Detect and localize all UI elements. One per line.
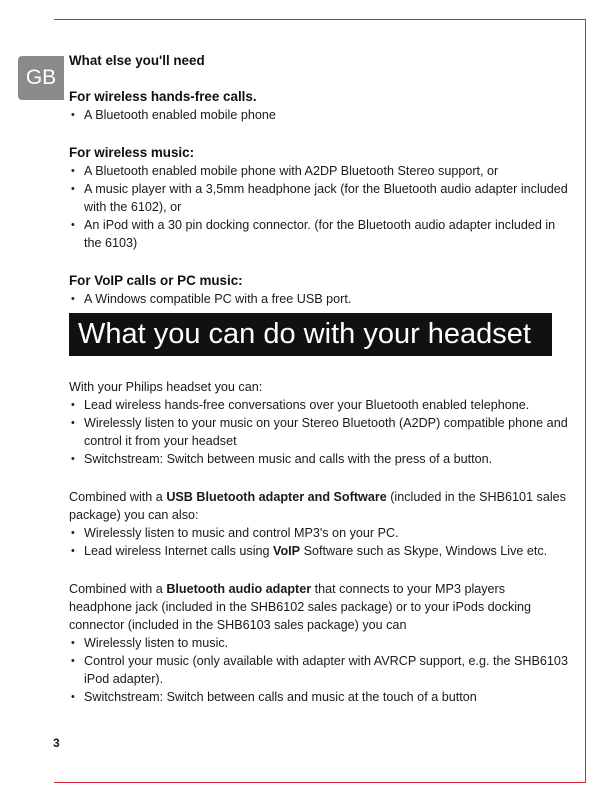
list-item: • A music player with a 3,5mm headphone jack (for the Bluetooth audio adapter included with the 6102), or xyxy=(69,180,569,216)
section-heading: For VoIP calls or PC music: xyxy=(69,273,243,288)
list-item: • An iPod with a 30 pin docking connector. (for the Bluetooth audio adapter included in the 6103) xyxy=(69,216,569,252)
voip-text-post: Software such as Skype, Windows Live etc. xyxy=(300,544,548,558)
page-number: 3 xyxy=(53,736,60,750)
list-item: • A Bluetooth enabled mobile phone xyxy=(69,106,569,124)
list-item: • Control your music (only available with adapter with AVRCP support, e.g. the SHB6103 iPod adapter). xyxy=(69,652,569,688)
section-heading: For wireless hands-free calls. xyxy=(69,89,257,104)
list-item: • A Windows compatible PC with a free USB port. xyxy=(69,290,569,308)
usb-text-post: (included in the SHB6101 sales package) you can also: xyxy=(69,490,566,522)
list-item xyxy=(69,542,569,560)
list-item: • Wirelessly listen to your music on your Stereo Bluetooth (A2DP) compatible phone and control it from your headset xyxy=(69,414,569,450)
section-banner: What you can do with your headset xyxy=(69,313,552,356)
section-heading: For wireless music: xyxy=(69,145,195,160)
audio-list xyxy=(69,634,569,706)
page-border-top xyxy=(54,19,586,20)
list-item: • Wirelessly listen to music and control MP3's on your PC. xyxy=(69,524,569,542)
requirements-title: What else you'll need xyxy=(69,53,205,68)
usb-list xyxy=(69,524,569,560)
section-list xyxy=(69,162,569,252)
audio-text-pre: Combined with a xyxy=(69,582,167,596)
section-list xyxy=(69,106,569,124)
page-border-right xyxy=(585,19,586,783)
audio-text-post: that connects to your MP3 players headphone jack (included in the SHB6102 sales package) or to your iPods docking connector (included in the SHB6103 sales package) you can xyxy=(69,582,532,632)
audio-text-bold: Bluetooth audio adapter xyxy=(166,582,312,596)
list-item: • Switchstream: Switch between music and calls with the press of a button. xyxy=(69,450,569,468)
section-list xyxy=(69,290,569,308)
voip-text-pre: Lead wireless Internet calls using xyxy=(84,544,274,558)
usb-text-pre: Combined with a xyxy=(69,490,167,504)
features-list xyxy=(69,396,569,468)
voip-text-bold: VoIP xyxy=(273,544,301,558)
features-intro: With your Philips headset you can: xyxy=(69,380,263,394)
requirements-section xyxy=(69,52,569,308)
list-item: • A Bluetooth enabled mobile phone with A2DP Bluetooth Stereo support, or xyxy=(69,162,569,180)
usb-text-bold: USB Bluetooth adapter and Software xyxy=(166,490,387,504)
list-item: • Wirelessly listen to music. xyxy=(69,634,569,652)
page-border-bottom xyxy=(54,782,586,783)
language-tab: GB xyxy=(18,56,64,100)
features-section xyxy=(69,378,569,706)
audio-adapter-paragraph xyxy=(69,580,569,634)
list-item: • Switchstream: Switch between calls and music at the touch of a button xyxy=(69,688,569,706)
list-item: • Lead wireless hands-free conversations over your Bluetooth enabled telephone. xyxy=(69,396,569,414)
usb-paragraph xyxy=(69,488,569,524)
